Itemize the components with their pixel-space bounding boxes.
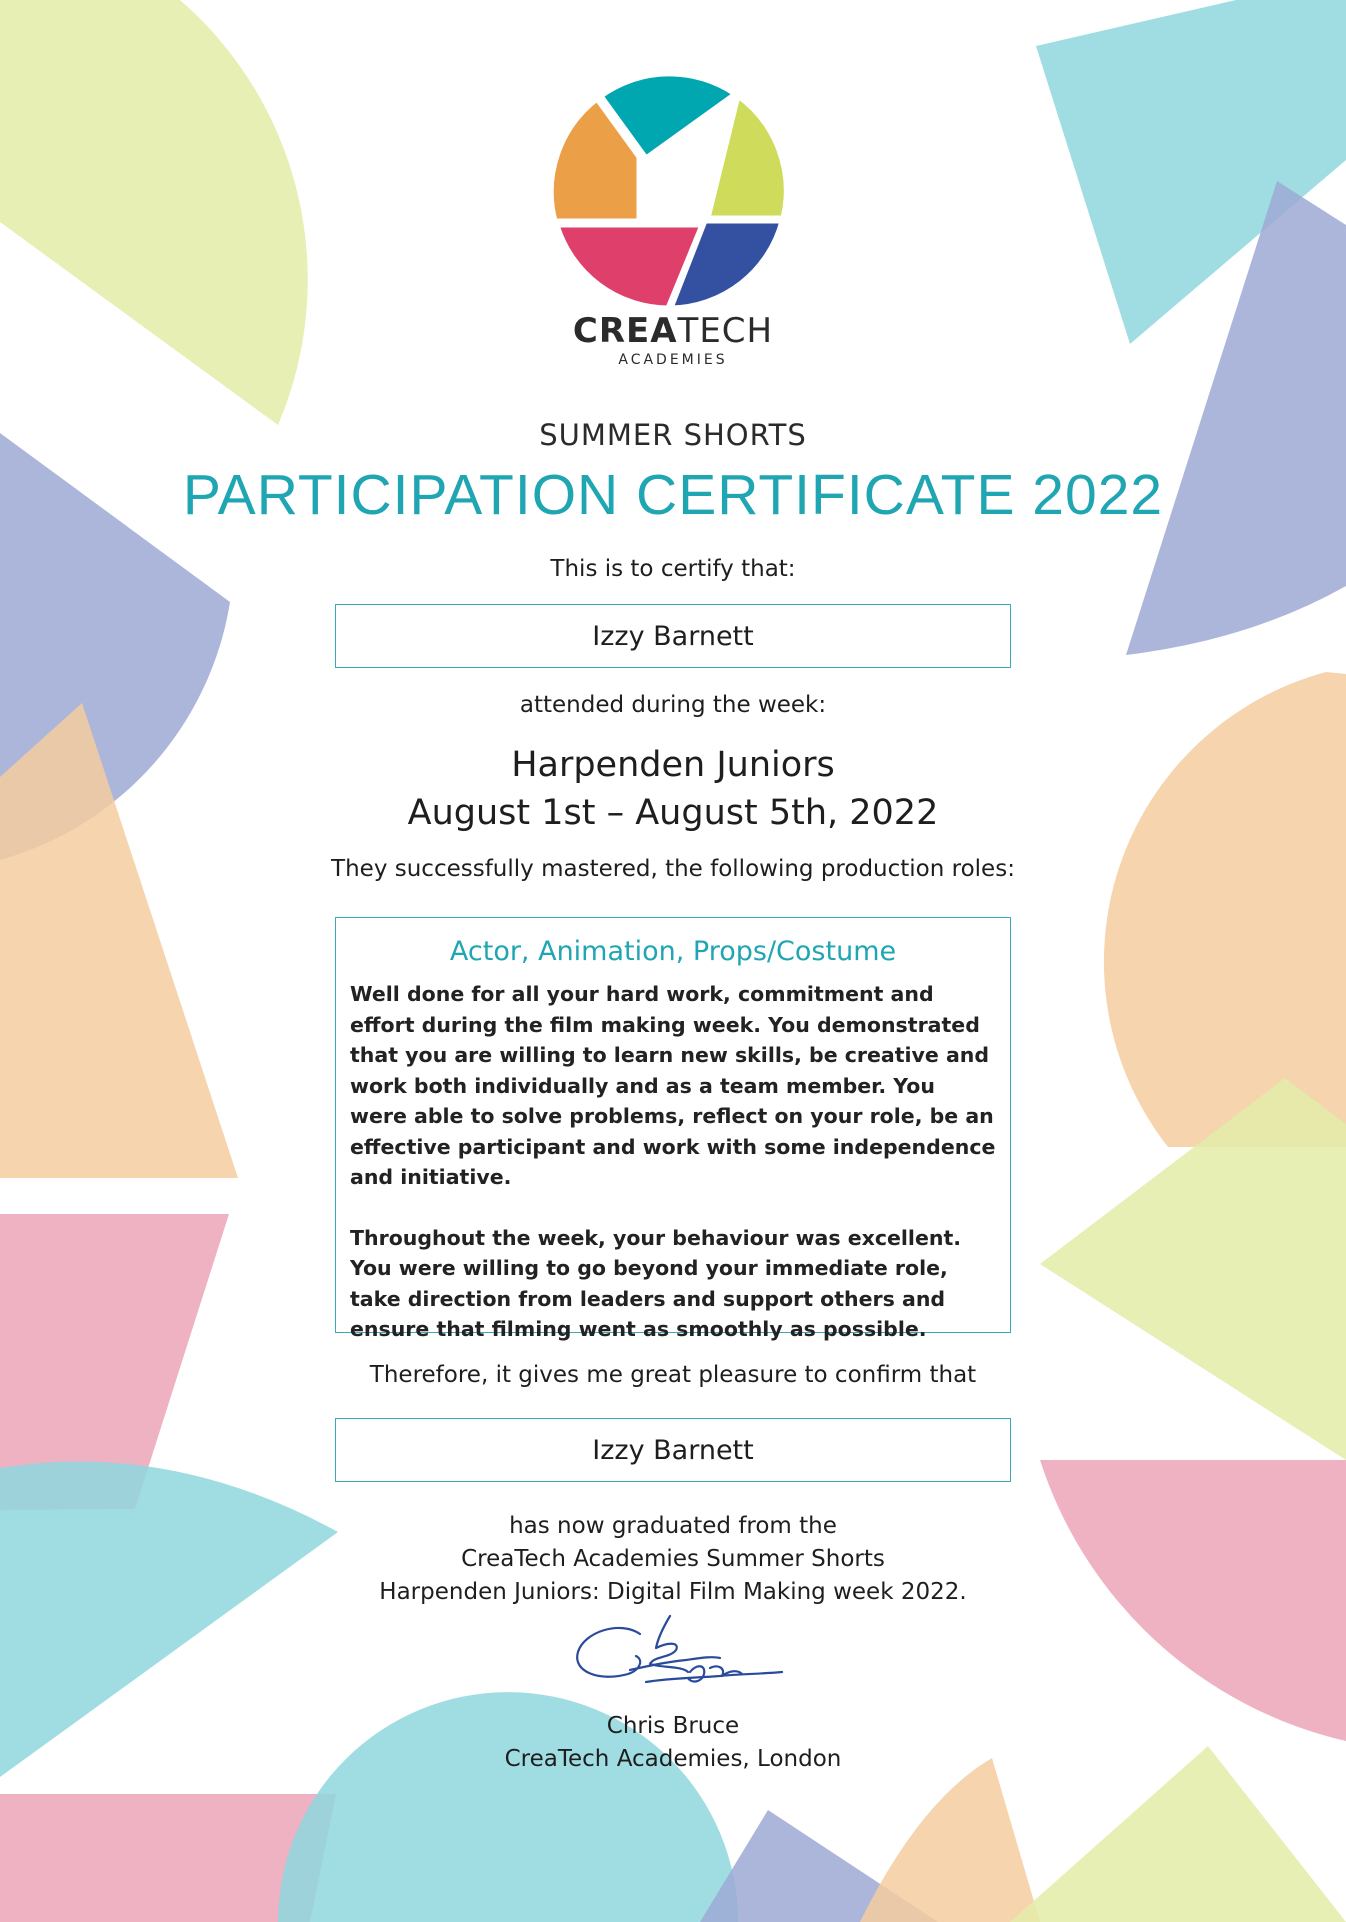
brand-part1: CREA bbox=[572, 311, 678, 351]
certificate-title: PARTICIPATION CERTIFICATE 2022 bbox=[182, 463, 1164, 527]
graduated-line-1: has now graduated from the bbox=[509, 1513, 837, 1539]
brand-subtitle: ACADEMIES bbox=[618, 352, 728, 368]
recipient-name: Izzy Barnett bbox=[592, 620, 754, 652]
signatory-organisation: CreaTech Academies, London bbox=[504, 1746, 842, 1772]
production-roles: Actor, Animation, Props/Costume bbox=[449, 936, 897, 967]
signatory-name: Chris Bruce bbox=[606, 1713, 740, 1739]
commendation-paragraph-2: Throughout the week, your behaviour was excellent. You were willing to go beyond your immediate role, take direction from leaders and support others and ensure that filming went as smoothly as possible. bbox=[350, 1225, 962, 1341]
logo-blade-lime bbox=[708, 96, 786, 218]
handwritten-signature bbox=[570, 1612, 790, 1704]
therefore-line: Therefore, it gives me great pleasure to confirm that bbox=[369, 1362, 977, 1388]
course-dates: August 1st – August 5th, 2022 bbox=[407, 793, 939, 833]
commendation-paragraph-1: Well done for all your hard work, commitment and effort during the film making week. You demonstrated that you are willing to learn new skills, be creative and work both individually and as a team member. You were able to solve problems, reflect on your role, be an effective participant and work with some independence and initiative. bbox=[350, 982, 996, 1189]
program-name: SUMMER SHORTS bbox=[539, 418, 807, 452]
school-name: Harpenden Juniors bbox=[511, 745, 835, 785]
brand-part2: TECH bbox=[677, 311, 774, 351]
graduated-line-2: CreaTech Academies Summer Shorts bbox=[461, 1546, 885, 1572]
graduated-line-3: Harpenden Juniors: Digital Film Making week 2022. bbox=[379, 1579, 967, 1605]
recipient-name-box-repeat bbox=[335, 1418, 1011, 1482]
brand-wordmark bbox=[0, 312, 1346, 350]
recipient-name-repeat: Izzy Barnett bbox=[592, 1434, 754, 1466]
roles-box bbox=[335, 917, 1011, 1341]
camera-aperture-logo-icon bbox=[550, 72, 788, 310]
certify-line: This is to certify that: bbox=[550, 556, 796, 582]
mastered-line: They successfully mastered, the following production roles: bbox=[331, 856, 1015, 882]
attended-line: attended during the week: bbox=[519, 692, 827, 718]
recipient-name-box bbox=[335, 604, 1011, 668]
